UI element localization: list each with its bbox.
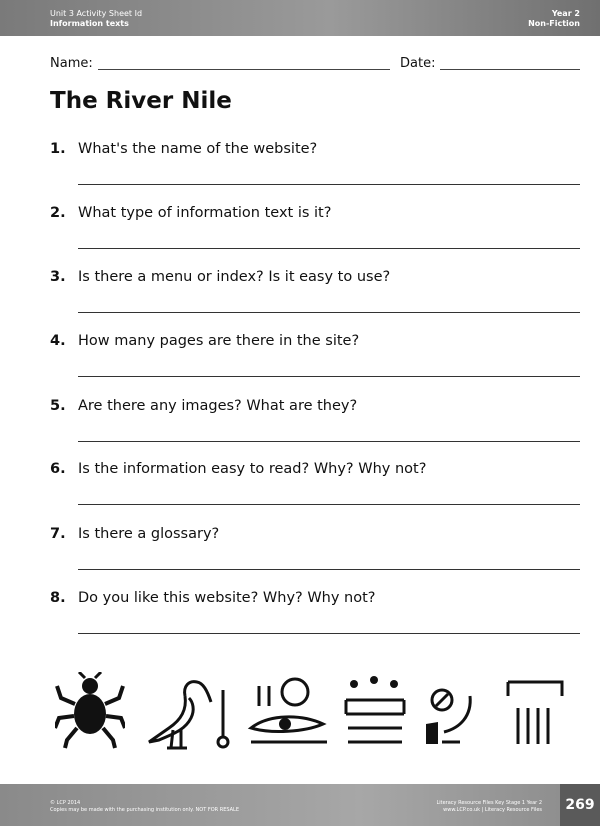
header-right xyxy=(528,9,580,29)
answer-line[interactable] xyxy=(78,184,580,185)
ibis-bird-icon xyxy=(145,672,215,750)
answer-line[interactable] xyxy=(78,441,580,442)
page-header xyxy=(0,0,600,36)
question-text: What type of information text is it? xyxy=(78,205,332,221)
question-text: Is there a menu or index? Is it easy to use? xyxy=(78,269,391,285)
series-text: Literacy Resource Files Key Stage 1 Year 2 xyxy=(436,800,542,806)
category-label: Non-Fiction xyxy=(528,19,580,28)
question-number: 6. xyxy=(50,461,66,477)
name-date-row xyxy=(50,56,580,72)
scarab-beetle-icon xyxy=(55,672,125,750)
question-text: Is the information easy to read? Why? Why not? xyxy=(78,461,427,477)
answer-line[interactable] xyxy=(78,312,580,313)
answer-line[interactable] xyxy=(78,248,580,249)
date-field[interactable] xyxy=(440,69,580,70)
answer-line[interactable] xyxy=(78,376,580,377)
page-footer xyxy=(0,784,600,826)
resale-notice: Copies may be made with the purchasing institution only. NOT FOR RESALE xyxy=(50,807,239,813)
footer-right xyxy=(436,800,542,814)
question-text: Is there a glossary? xyxy=(78,526,220,542)
header-left xyxy=(50,9,142,29)
question-number: 7. xyxy=(50,526,66,542)
hieroglyph-strip xyxy=(55,672,580,752)
column-glyph-icon xyxy=(500,672,570,750)
page-number: 269 xyxy=(560,784,600,826)
name-field[interactable] xyxy=(98,69,390,70)
sheet-label: Unit 3 Activity Sheet Id xyxy=(50,9,143,18)
footer-left xyxy=(50,800,239,814)
question-text: Do you like this website? Why? Why not? xyxy=(78,590,376,606)
question-number: 8. xyxy=(50,590,66,606)
key-glyph-icon xyxy=(215,672,237,750)
reed-stroke-glyph-icon xyxy=(340,672,410,750)
question-number: 4. xyxy=(50,333,66,349)
question-number: 2. xyxy=(50,205,66,221)
eye-glyph-icon xyxy=(245,672,335,750)
section-label: Information texts xyxy=(50,19,129,28)
question-text: How many pages are there in the site? xyxy=(78,333,360,349)
question-number: 5. xyxy=(50,398,66,414)
basket-glyph-icon xyxy=(420,672,480,750)
page-title: The River Nile xyxy=(50,88,232,114)
site-text: www.LCP.co.uk | Literacy Resource Files xyxy=(443,807,542,813)
year-label: Year 2 xyxy=(551,9,580,18)
answer-line[interactable] xyxy=(78,504,580,505)
answer-line[interactable] xyxy=(78,633,580,634)
date-label: Date: xyxy=(400,56,436,71)
answer-line[interactable] xyxy=(78,569,580,570)
name-label: Name: xyxy=(50,56,93,71)
question-number: 3. xyxy=(50,269,66,285)
question-number: 1. xyxy=(50,141,66,157)
question-text: Are there any images? What are they? xyxy=(78,398,358,414)
question-text: What's the name of the website? xyxy=(78,141,318,157)
copyright-text: © LCP 2014 xyxy=(50,800,81,806)
